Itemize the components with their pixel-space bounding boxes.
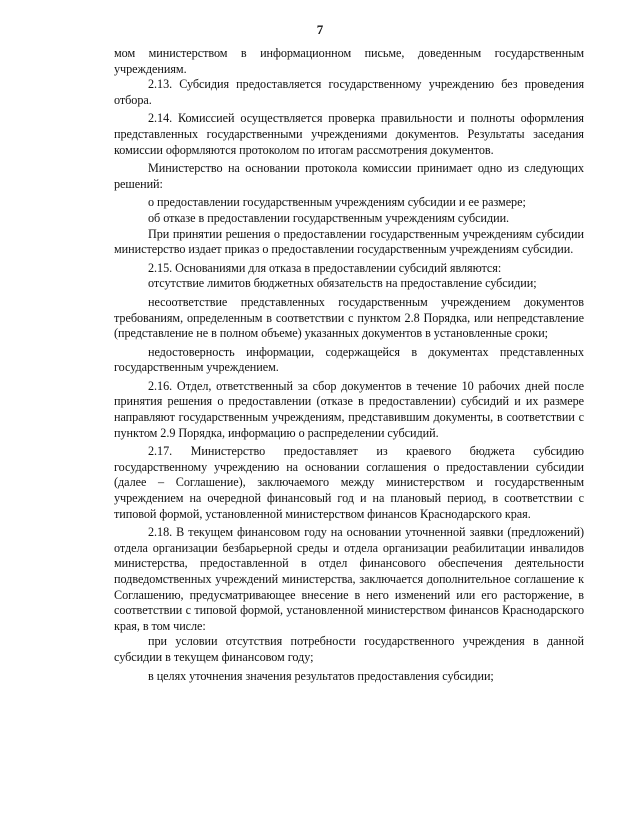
document-body [114, 46, 584, 684]
paragraph-2-18: 2.18. В текущем финансовом году на основании уточненной заявки (предложений) отдела организации безбарьерной среды и отдела организации реабилитации инвалидов министерства, предоставленной в отдел финансового обеспечения деятельности подведомственных учреждений министерства, заключается дополнительное соглашение к Соглашению, предусматривающее внесение в него изменений или его расторжение, в соответствии с типовой формой, установленной министерством финансов Краснодарского края, в том числе: [114, 525, 584, 633]
paragraph-condition-need: при условии отсутствия потребности государственного учреждения в данной субсидии в текущем финансовом году; [114, 634, 584, 664]
paragraph-1: мом министерством в информационном письме, доведенным государственным учреждениям. [114, 46, 584, 76]
paragraph-decision-grant: о предоставлении государственным учреждениям субсидии и ее размере; [148, 195, 526, 210]
paragraph-refusal-documents: несоответствие представленных государственным учреждением документов требованиям, определенным в соответствии с пунктом 2.8 Порядка, или непредставление (представление не в полном объеме) указанных документов в установленные сроки; [114, 294, 584, 341]
paragraph-order: При принятии решения о предоставлении государственным учреждениям субсидии министерство издает приказ о предоставлении государственным учреждениям субсидии. [114, 226, 584, 257]
paragraph-2-15: 2.15. Основаниями для отказа в предоставлении субсидий являются: [148, 260, 502, 275]
paragraph-decision-intro: Министерство на основании протокола комиссии принимает одно из следующих решений: [114, 161, 584, 191]
paragraph-2-14: 2.14. Комиссией осуществляется проверка правильности и полноты оформления представленных государственными учреждениями документов. Результаты заседания комиссии оформляются протоколом по итогам рассмотрения документов. [114, 111, 584, 157]
paragraph-decision-refuse: об отказе в предоставлении государственным учреждениям субсидии. [148, 210, 510, 225]
paragraph-2-17: 2.17. Министерство предоставляет из краевого бюджета субсидию государственному учреждению на основании соглашения о предоставлении субсидии (далее – Соглашение), заключаемого между министерством и государственным учреждением на очередной финансовый год и на плановый период, в соответствии с типовой формой, установленной министерством финансов Краснодарского края. [114, 444, 584, 521]
page-number: 7 [316, 22, 324, 37]
paragraph-2-13: 2.13. Субсидия предоставляется государственному учреждению без проведения отбора. [114, 77, 584, 107]
paragraph-condition-results: в целях уточнения значения результатов предоставления субсидии; [148, 668, 494, 683]
paragraph-refusal-limits: отсутствие лимитов бюджетных обязательств на предоставление субсидии; [148, 276, 537, 291]
paragraph-2-16: 2.16. Отдел, ответственный за сбор документов в течение 10 рабочих дней после принятия решения о предоставлении (отказе в предоставлении) субсидий и их размере направляют государственным учреждениям, представившим документы, в соответствии с пунктом 2.9 Порядка, информацию о распределении субсидий. [114, 378, 584, 440]
paragraph-refusal-accuracy: недостоверность информации, содержащейся в документах представленных государственным учреждением. [114, 344, 584, 375]
